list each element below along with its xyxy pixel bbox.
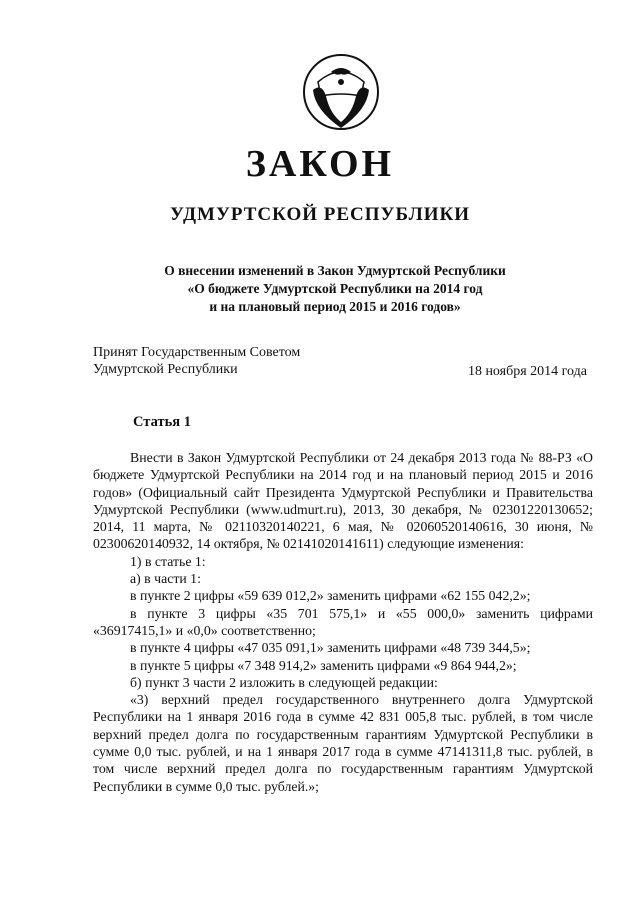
list-item: в пункте 4 цифры «47 035 091,1» заменить цифрами «48 739 344,5»;	[130, 640, 531, 656]
article-body	[93, 449, 593, 795]
adopted-by-line: Удмуртской Республики	[93, 362, 238, 377]
adopted-by	[93, 344, 300, 378]
law-title-line: «О бюджете Удмуртской Республики на 2014 год	[187, 281, 483, 296]
law-title-line: О внесении изменений в Закон Удмуртской Республики	[164, 263, 506, 278]
coat-of-arms-emblem	[301, 52, 381, 132]
law-title-line: и на плановый период 2015 и 2016 годов»	[209, 299, 461, 314]
quoted-paragraph: «3) верхний предел государственного внутреннего долга Удмуртской Республики на 1 января 2016 года в сумме 42 831 005,8 тыс. рублей, в том числе верхний предел долга по государственным гарантиям Удмуртской Республики в сумме 0,0 тыс. рублей, и на 1 января 2017 года в сумме 47141311,8 тыс. рублей, в том числе верхний предел долга по государственным гарантиям Удмуртской Республики в сумме 0,0 тыс. рублей.»;	[93, 692, 593, 794]
law-title	[100, 262, 570, 316]
list-item: а) в части 1:	[130, 571, 201, 587]
list-item: в пункте 3 цифры «35 701 575,1» и «55 000,0» заменить цифрами «36917415,1» и «0,0» соответственно;	[93, 605, 593, 638]
document-subtitle: УДМУРТСКОЙ РЕСПУБЛИКИ	[169, 204, 471, 225]
document-title: ЗАКОН	[245, 143, 395, 185]
adopted-date: 18 ноября 2014 года	[467, 364, 587, 379]
list-item: в пункте 2 цифры «59 639 012,2» заменить цифрами «62 155 042,2»;	[130, 588, 531, 604]
list-item: 1) в статье 1:	[130, 553, 206, 569]
adopted-by-line: Принят Государственным Советом	[93, 345, 301, 360]
list-item: в пункте 5 цифры «7 348 914,2» заменить цифрами «9 864 944,2»;	[130, 657, 517, 673]
list-item: б) пункт 3 части 2 изложить в следующей редакции:	[130, 674, 438, 690]
intro-paragraph: Внести в Закон Удмуртской Республики от 24 декабря 2013 года № 88-РЗ «О бюджете Удмуртской Республики на 2014 год и на плановый период 2015 и 2016 годов» (Официальный сайт Президента Удмуртской Республики и Правительства Удмуртской Республики (www.udmurt.ru), 2013, 30 декабря, № 02301220130652; 2014, 11 марта, № 02110320140221, 6 мая, № 02060520140616, 30 июня, № 02300620140932, 14 октября, № 02141020141611) следующие изменения:	[93, 450, 593, 552]
article-heading: Статья 1	[133, 414, 191, 430]
